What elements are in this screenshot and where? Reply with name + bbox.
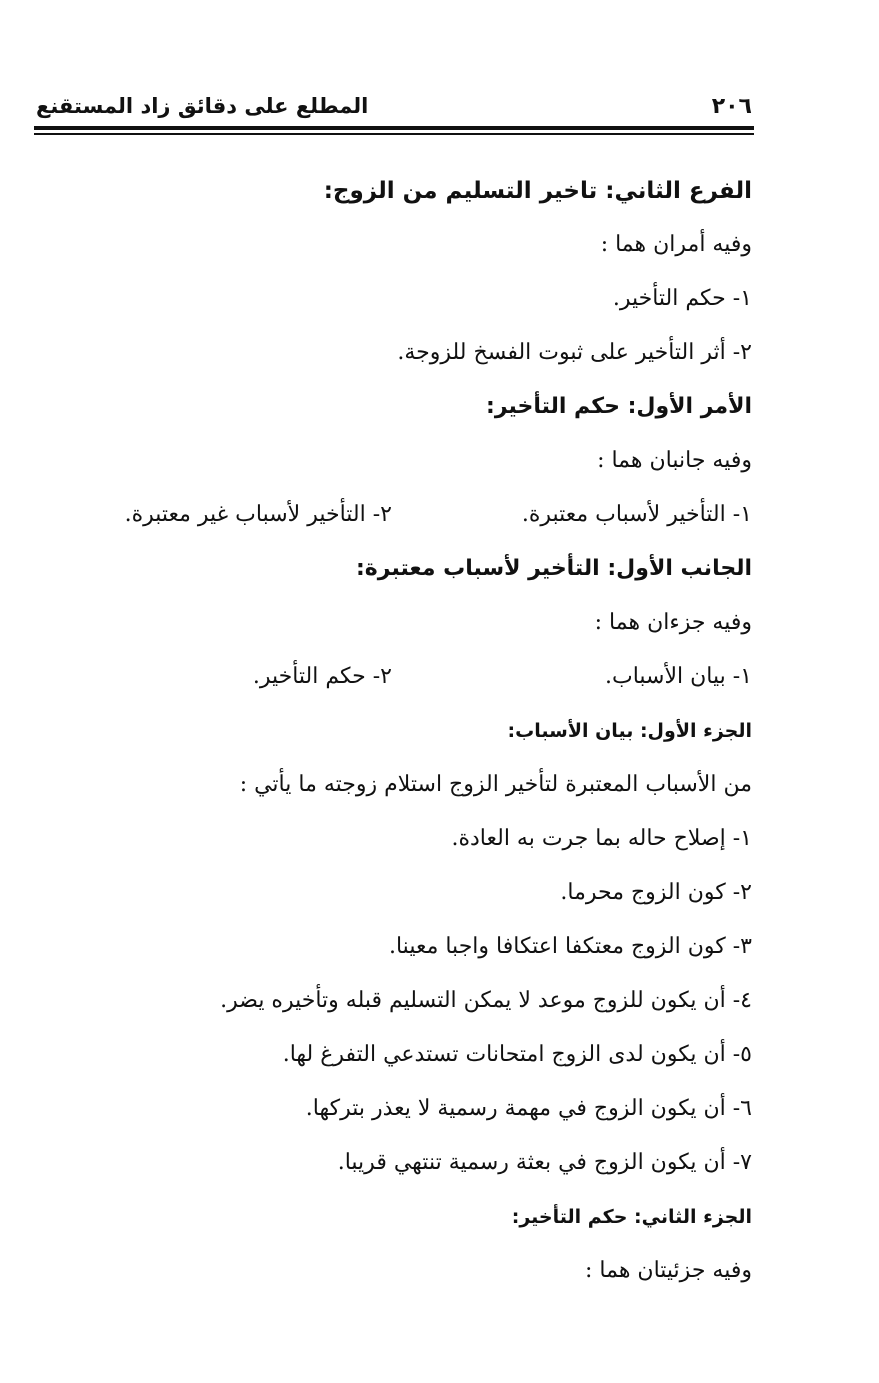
two-column-list (102, 488, 752, 542)
list-item: ٧- أن يكون الزوج في بعثة رسمية تنتهي قريبا. (337, 1150, 752, 1175)
list-item: ١- بيان الأسباب. (604, 664, 752, 689)
list-item: ٢- كون الزوج محرما. (560, 880, 752, 905)
header-rule-thick (34, 126, 754, 130)
list-item: ٥- أن يكون لدى الزوج امتحانات تستدعي التفرغ لها. (282, 1042, 752, 1067)
list-item: ٦- أن يكون الزوج في مهمة رسمية لا يعذر بتركها. (305, 1096, 752, 1121)
subsection-heading: الجزء الثاني: حكم التأخير: (511, 1206, 752, 1228)
list-item: ٤- أن يكون للزوج موعد لا يمكن التسليم قبله وتأخيره يضر. (220, 988, 752, 1013)
list-item: ٣- كون الزوج معتكفا اعتكافا واجبا معينا. (388, 934, 752, 959)
subsection-heading: الجانب الأول: التأخير لأسباب معتبرة: (356, 556, 752, 581)
page-header (36, 88, 752, 128)
list-item: ١- حكم التأخير. (612, 286, 752, 311)
list-item: ٢- التأخير لأسباب غير معتبرة. (124, 502, 392, 527)
page-body (102, 164, 752, 1298)
section-heading: الفرع الثاني: تاخير التسليم من الزوج: (323, 178, 752, 204)
running-title: المطلع على دقائق زاد المستقنع (36, 94, 369, 118)
header-rule-thin (34, 133, 754, 135)
list-item: ١- إصلاح حاله بما جرت به العادة. (451, 826, 752, 851)
list-item: ٢- حكم التأخير. (252, 664, 392, 689)
paragraph: وفيه جزئيتان هما : (585, 1258, 752, 1283)
subsection-heading: الأمر الأول: حكم التأخير: (486, 394, 752, 419)
list-item: ١- التأخير لأسباب معتبرة. (521, 502, 752, 527)
list-item: ٢- أثر التأخير على ثبوت الفسخ للزوجة. (397, 340, 752, 365)
paragraph: وفيه جزءان هما : (594, 610, 752, 635)
paragraph: من الأسباب المعتبرة لتأخير الزوج استلام زوجته ما يأتي : (239, 772, 752, 797)
paragraph: وفيه أمران هما : (600, 232, 752, 257)
page-number: ٢٠٦ (711, 94, 752, 119)
subsection-heading: الجزء الأول: بيان الأسباب: (507, 720, 752, 742)
paragraph: وفيه جانبان هما : (597, 448, 752, 473)
two-column-list (102, 650, 752, 704)
